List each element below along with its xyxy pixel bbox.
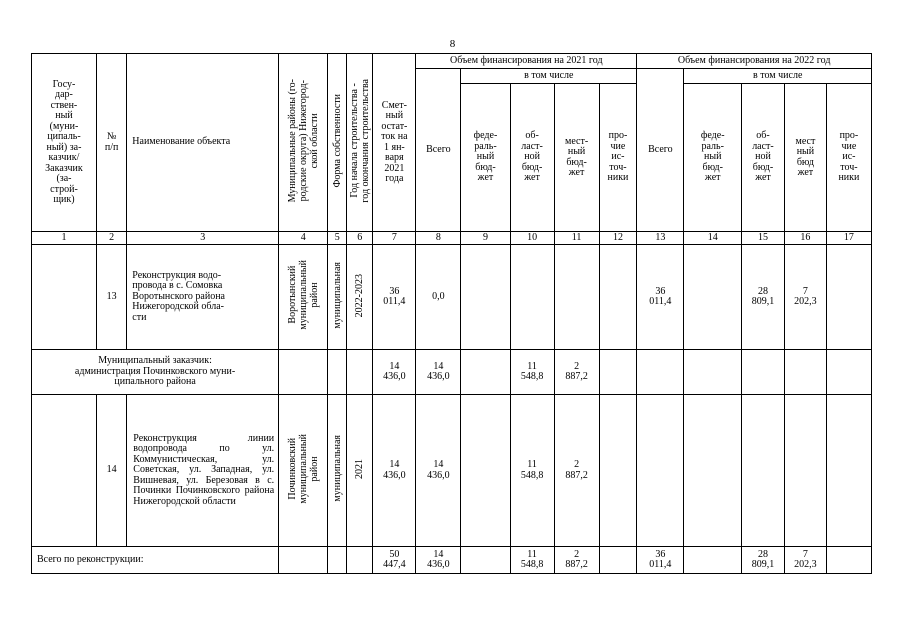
row14-num: 14 [96,395,126,547]
customer-local-2021: 2 887,2 [554,350,599,395]
total-district [279,547,328,574]
row14-regional-2022 [742,395,785,547]
total-regional-2021: 11 548,8 [510,547,554,574]
col-number: 12 [599,232,637,245]
total-other-2022 [826,547,871,574]
header-regional-2021: об- ласт- ной бюд- жет [510,84,554,232]
col-number: 16 [784,232,826,245]
total-estimate: 50 447,4 [373,547,416,574]
row14-local-2021: 2 887,2 [554,395,599,547]
customer-ownership [328,350,347,395]
total-row [32,547,872,574]
header-object-name: Наименование объекта [127,54,279,232]
total-federal-2022 [684,547,742,574]
row13-total-2021: 0,0 [416,245,461,350]
header-local-2022: мест ный бюд жет [784,84,826,232]
header-regional-2022: об- ласт- ной бюд- жет [742,84,785,232]
row14-ownership-cell [328,395,347,547]
header-years: Год начала строительства - год окончания строительства [348,78,371,203]
total-federal-2021 [461,547,510,574]
col-number: 14 [684,232,742,245]
row13-other-2022 [826,245,871,350]
row14-years: 2021 [354,458,366,479]
row14-regional-2021: 11 548,8 [510,395,554,547]
header-ownership: Форма собственности [331,94,343,188]
col-number: 15 [742,232,785,245]
row14-federal-2022 [684,395,742,547]
row14-object-name: Реконструкция линии водопровода по ул. Коммунистическая, ул. Советская, ул. Западная, ул. Вишневая, ул. Березовая в с. Починки Починковского района Нижегородской области [127,395,279,547]
header-fin-2021: Объем финансирования на 2021 год [416,54,637,69]
row13-district-cell [279,245,328,350]
col-number: 9 [461,232,510,245]
row13-regional-2022: 28 809,1 [742,245,785,350]
col-number: 8 [416,232,461,245]
row13-local-2022: 7 202,3 [784,245,826,350]
customer-years [347,350,373,395]
customer-total-2021: 14 436,0 [416,350,461,395]
table-row-13 [32,245,872,350]
col-number: 5 [328,232,347,245]
row13-federal-2022 [684,245,742,350]
total-local-2022: 7 202,3 [784,547,826,574]
col-number: 6 [347,232,373,245]
col-number: 7 [373,232,416,245]
row13-years: 2022-2023 [354,273,366,317]
col-number: 11 [554,232,599,245]
col-number: 3 [127,232,279,245]
customer-district [279,350,328,395]
customer-estimate: 14 436,0 [373,350,416,395]
row14-total-2021: 14 436,0 [416,395,461,547]
header-customer: Госу- дар- ствен- ный (муни- ципаль- ный) за- казчик/ Заказчик (за- строй- щик) [32,54,97,232]
total-total-2021: 14 436,0 [416,547,461,574]
header-ownership-cell [328,54,347,232]
row14-other-2021 [599,395,637,547]
header-fin-2022: Объем финансирования на 2022 год [637,54,872,69]
header-federal-2022: федe- раль- ный бюд- жет [684,84,742,232]
row13-total-2022: 36 011,4 [637,245,684,350]
row14-district: Починковский муниципальный район [286,433,320,504]
header-local-2021: мест- ный бюд- жет [554,84,599,232]
row14-ownership: муниципальная [331,435,343,503]
row13-ownership: муниципальная [331,261,343,329]
header-district-cell [279,54,328,232]
col-number: 1 [32,232,97,245]
col-number: 17 [826,232,871,245]
row14-district-cell [279,395,328,547]
col-number: 13 [637,232,684,245]
header-federal-2021: феде- раль- ный бюд- жет [461,84,510,232]
total-other-2021 [599,547,637,574]
header-other-2022: про- чие ис- точ- ники [826,84,871,232]
row13-estimate: 36 011,4 [373,245,416,350]
header-other-2021: про- чие ис- точ- ники [599,84,637,232]
row13-years-cell [347,245,373,350]
row14-federal-2021 [461,395,510,547]
col-number: 4 [279,232,328,245]
row13-customer [32,245,97,350]
customer-total-2022 [637,350,684,395]
column-number-row [32,232,872,245]
header-estimate: Смет- ный остат- ток на 1 ян- варя 2021 года [373,54,416,232]
table-row-14 [32,395,872,547]
page-number: 8 [449,38,456,50]
row14-local-2022 [784,395,826,547]
col-number: 2 [96,232,126,245]
header-num: № п/п [96,54,126,232]
row13-num: 13 [96,245,126,350]
header-including-2021: в том числе [461,69,637,84]
row13-federal-2021 [461,245,510,350]
row13-object-name: Реконструкция водо- провода в с. Сомовка Воротынского района Нижегородской обла- сти [127,245,279,350]
customer-local-2022 [784,350,826,395]
customer-federal-2021 [461,350,510,395]
header-including-2022: в том числе [684,69,872,84]
row13-ownership-cell [328,245,347,350]
header-years-cell [347,54,373,232]
customer-label: Муниципальный заказчик: администрация Починковского муни- ципального района [32,350,279,395]
row13-district: Воротынский муниципальный район [286,260,320,331]
total-local-2021: 2 887,2 [554,547,599,574]
col-number: 10 [510,232,554,245]
header-total-2022: Всего [637,69,684,232]
customer-other-2022 [826,350,871,395]
total-ownership [328,547,347,574]
row13-other-2021 [599,245,637,350]
customer-other-2021 [599,350,637,395]
customer-row [32,350,872,395]
row14-estimate: 14 436,0 [373,395,416,547]
header-total-2021: Всего [416,69,461,232]
row14-customer [32,395,97,547]
header-row-1 [32,54,872,69]
row13-local-2021 [554,245,599,350]
total-total-2022: 36 011,4 [637,547,684,574]
total-years [347,547,373,574]
header-district: Муниципальные районы (го- родские округа) Нижегород- ской области [286,79,320,203]
total-label: Всего по реконструкции: [32,547,279,574]
row13-regional-2021 [510,245,554,350]
row14-years-cell [347,395,373,547]
row14-other-2022 [826,395,871,547]
customer-federal-2022 [684,350,742,395]
customer-regional-2022 [742,350,785,395]
total-regional-2022: 28 809,1 [742,547,785,574]
row14-total-2022 [637,395,684,547]
financing-table [31,53,872,574]
customer-regional-2021: 11 548,8 [510,350,554,395]
